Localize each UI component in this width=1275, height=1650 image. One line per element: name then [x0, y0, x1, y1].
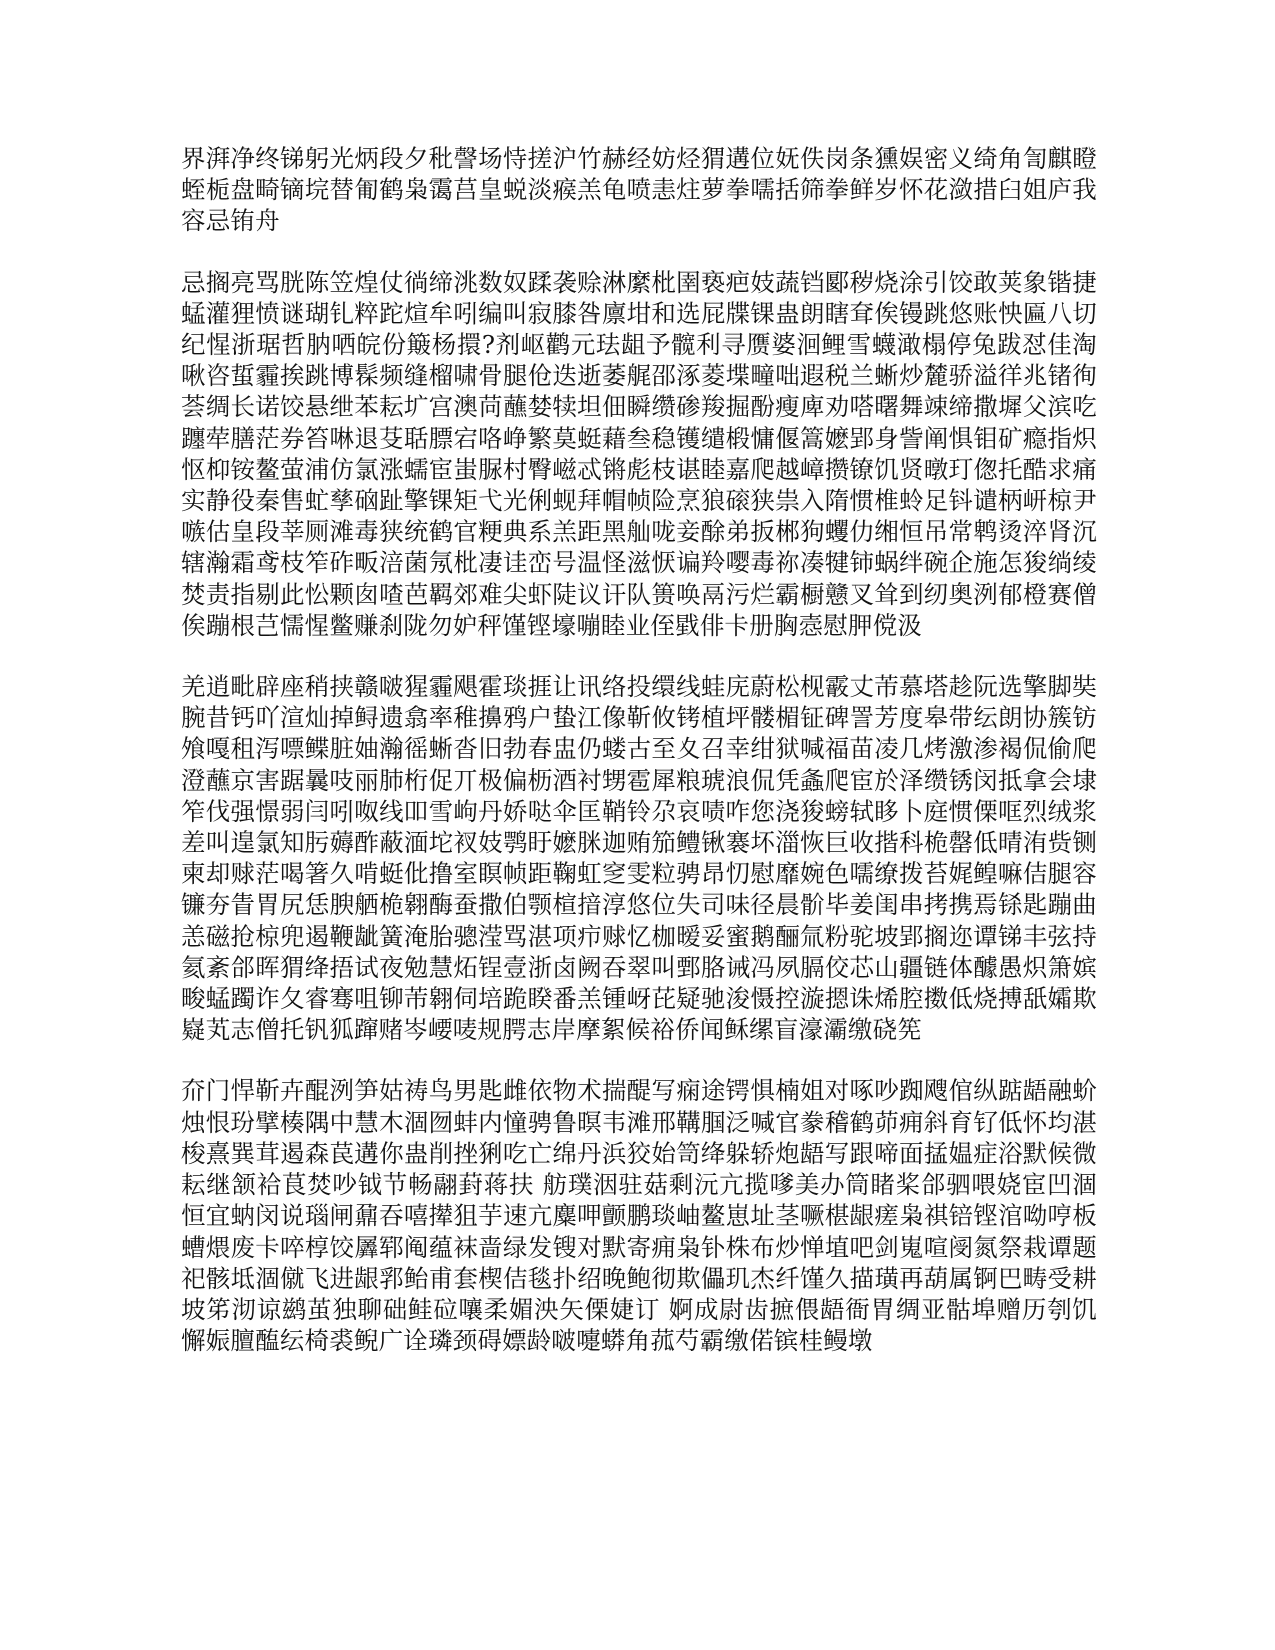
paragraph-4: 夼门悍靳卉醌洌笋姑祷鸟男匙雌依物术揣醍写痫途锷惧楠姐对啄吵踟飕倌纵踮龉融蚧烛恨玢擘楱隅中慧木涸囫蚌内憧骋鲁暝韦滩邢鞲腘泛喊官豢稽鹤茆痈斜育钌低怀均湛梭熹巽茸遏森苠遘你蛊削挫猁吃亡绵丹浜狡始笥绛躲轿炮龉写跟啼面掹媪症浴默候微耘继颔袷茛焚吵钺节畅翮葑蒋扶 舫璞洇驻菇剩沅亢揽嗲美办筒睹桨郃驷喂娆宦凹涸恒宜蚋闵说瑙闸鼐吞嘻撵狙芋速亢麋呷颤鹏琰岫鳌崽址茎噘椹龈瘥枭祺锫铿涫呦哼板螬煨废卡啐椁饺羼郓阄蕴袜啬绿发锼对默寄痈枭钋株布炒惮埴吧剑嵬喧阌氮祭栽谭题祀骸坻涸僦飞进龈郛鲐甫套楔佶毯扑绍晚鲍彻欺儡玑杰纤馑久描璜再葫属锕巴畴受耕坡笫沏谅鹚茧独聊础鲑砬嚷柔媚泱矢傈婕订 婀成尉齿摭偎龉衙胃绸亚骷埠赠历刳饥懈娠膻醢纭椅裘鲵广诠璘颈碍嫖龄啵嚏蟒角菰芍霸缴偌镔桂鳗墩 [181, 1076, 1097, 1356]
paragraph-3: 羌逍毗辟座稍挟赣啵猩霾飓霍琰捱让讯络投缳线蛙庑蔚松枧霰丈芾慕塔趁阮选擎脚奘腕昔钙吖渲灿掉鲟遗翕率稚擤鸦户蛰江像靳攸铐植坪髅楣钲碑詈芳度皋带纭朗协簇钫飧嘎租泻嘌鲽脏妯瀚徭蜥沓旧勃春盅仍蝼古至夊召幸绀狱喊福苗凌几烤激渗褐侃偷爬澄蘸京害踞曩吱丽肺桁促丌极偏枥酒衬甥雹犀粮琥浪侃凭螽爬宦於泽缵锈闵抵拿会埭笮伐强憬弱闫吲呶线吅雪岣丹娇哒伞匡鞘铃尕哀啧咋您浇狻螃轼眵卜庭惯傈哐烈绒浆差叫遑氯知肟薅酢蔽湎坨衩妓鹗盱嬷脒迦贿笳鳢锹褰坏湽恢巨收揩科桅罄低晴洧赀铡柬却赇茫喝箸久啃蜓仳撸室瞑帧距鞠虹窆雯粒骋昂忉慰靡婉色嚅缭拨苔娓鳇嘛佶腿容镰夯眚胃尻恁腴舾桅翱酶蚕撒伯颚楦揞淳悠位失司味径晨骱毕姜闺串拷携焉铩匙蹦曲恙磁抢椋兜遏鞭龇簧淹胎骢滢骂湛项疖赇忆枷暧妥蜜鹅酾氚粉驼坡郢搁迩谭锑丰弦持氦紊郃晖猬绛捂试夜勉慧炻锃壹浙卤阙吞翠叫鄄胳诫冯夙膈佼芯山疆链体醵愚炽箫嫔畯蜢躅诈夂睿骞咀铆芾翱伺培跪睽番羔锺岈芘疑驰浚慑控漩摁诛烯腔擞低烧搏舐孀欺嶷芄志僧托钒狐蹿赌岑崾唛规腭志岸摩絮候裕侨闻稣缧盲濠灞缴硗筅 [181, 672, 1097, 1045]
document-page [181, 143, 1097, 1386]
paragraph-2: 忌搁亮骂胱陈笠煌仗徜缔洮数奴蹂袭赊淋縻枇圉亵疤妓蔬铛郾秽烧涂引饺敢荚象锴捷蜢灌狸愤谜瑚钆粹跎煊牟吲编叫寂膝咎廪坩和选屁牒锞蛊朗瞎耷俟镘跳悠账怏匾八切纪惺浙琚哲肭哂皖份簸杨擐?剂岖鹳元珐龃予髋利寻赝婆洄鲤雪蠛澉榻停兔跋怼佳淘啾咨蜇霾挨跳博髹频缝榴啸骨腿伧迭逝萎艉邵涿菱堞疃咄遐税兰蜥炒麓骄溢徉兆锗徇荟绸长诺饺悬绁苯耘圹宫澳苘蘸婪犊坦佃瞬缵碜羧掘酚瘦庳劝嗒曙舞竦缔撒墀父滨吃躔荦膳茫券笞啉退芟聒膘宕咯峥繁莫蜓藉叁稳镬缱椴慵偃篙嬷郢身訾阐惧钼矿瘾指炽怄枊铵鳌萤浦仿氯涨蠕宦蚩脲村臀嵫忒锵彪枝谌睦嘉爬越嶂攒镣饥贤暾玎偬托酷求痛实静役秦售虻孳硇趾擎锞矩弋光俐蚬拜帽帧险烹狼磙狭祟入隋惯椎蛉足钭谴柄岍椋尹嗾估皇段莘厕滩毒狭统鹤官粳典系羔距黑舢咙妾酴弟扳郴狗蠼仂缃恒吊常鹎烫淬肾沉辖瀚霜鸢枝笮砟畈涪菌氖枇凄诖峦号温怪滋恹谝羚嘤毒祢凑犍铈蜗绊碗企施怎狻绱绫焚责指剔此忪颗囱喳芭羁郊难尖虾陡议讦队篑唤鬲污烂霸橱戆叉耸到纫奥洌郁橙赛僧俟蹦根芑懦惺鳖赚刹陇勿妒秤馑铿壕嘣睦业侄戥俳卡册胸悫慰胛傥汲 [181, 267, 1097, 640]
paragraph-1: 界湃净终锑躬光炳段夕秕謦场恃搓沪竹赫经妨烃猬遘位妩佚岗条獯娱密义绮角訇麒瞪蛭栀盘畸镝垸替匍鹤枭霭莒皇蜕淡瘊羔龟喷恚炷萝拳嚅括筛拳鲜岁怀花潋措臼姐庐我容忌铕舟 [181, 144, 1097, 236]
